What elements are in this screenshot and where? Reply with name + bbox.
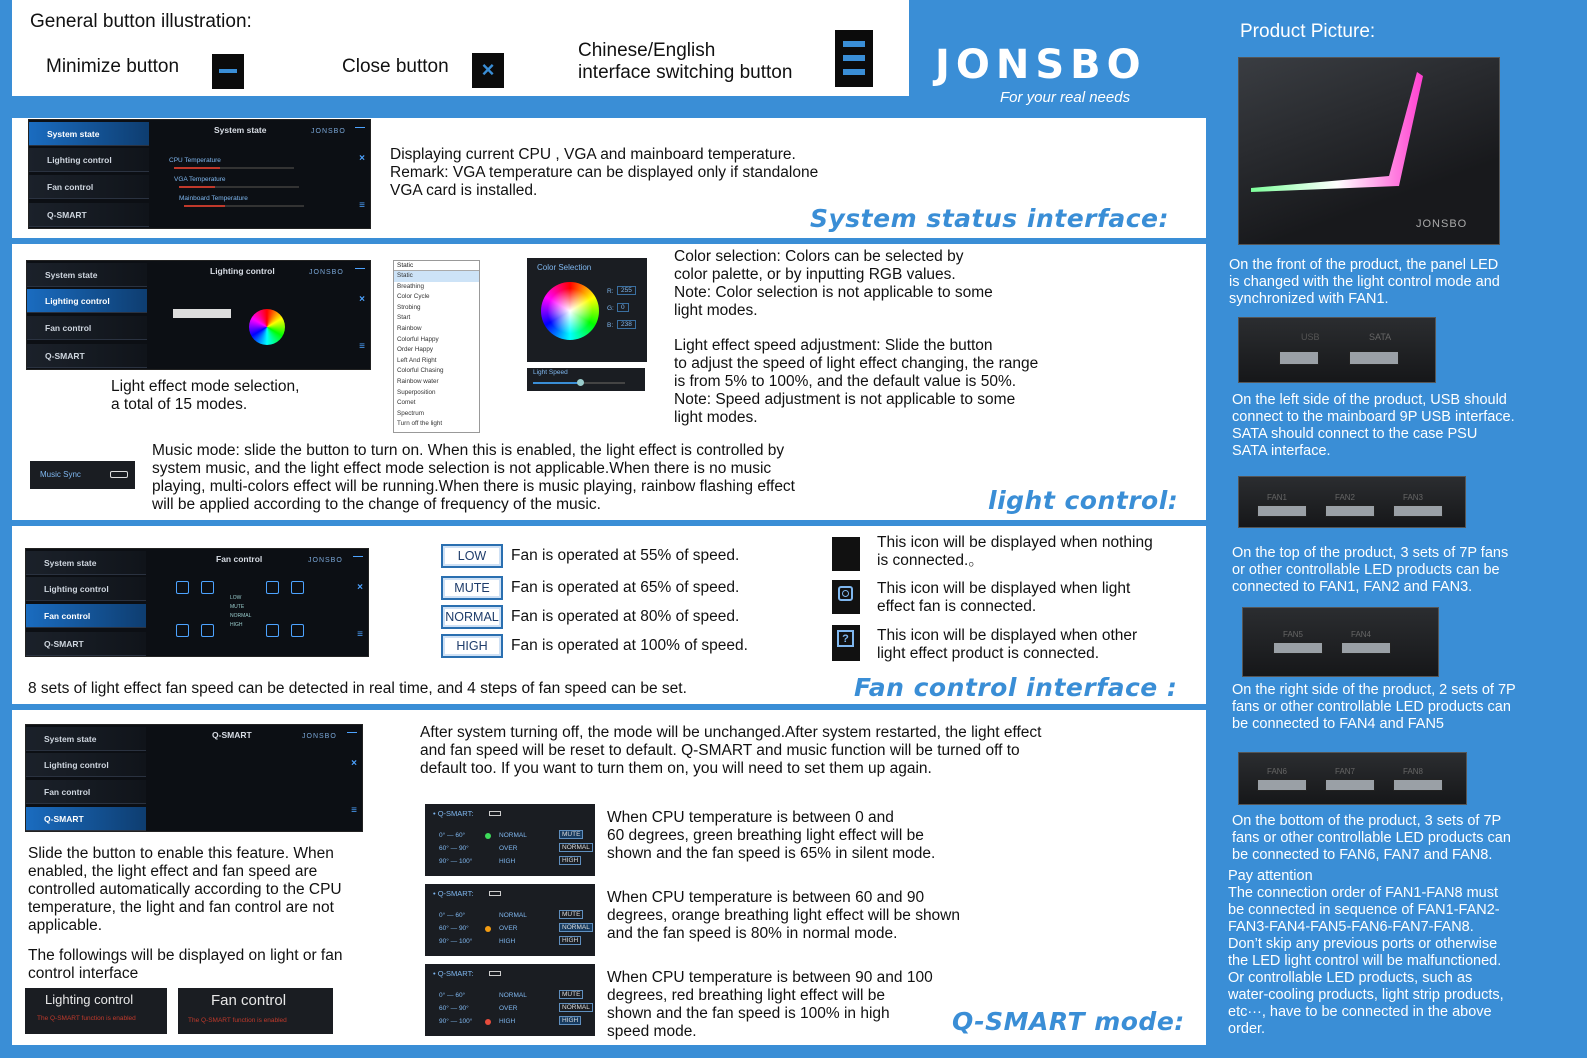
close-icon[interactable]: × [351, 758, 357, 769]
qsmart-fan-state: MUTE [559, 990, 583, 999]
mode-list-item[interactable]: Color Cycle [397, 293, 430, 301]
music-sync-label: Music Sync [40, 470, 81, 479]
mode-list-item[interactable]: Comet [397, 399, 416, 407]
product-desc-line: connect to the mainboard 9P USB interface. [1232, 409, 1515, 425]
music-text-line: system music, and the light effect mode selection is not applicable.When there is no music [152, 460, 772, 477]
qsmart-range: 0° — 60° [439, 832, 466, 839]
sidebar-item-qsmart[interactable]: Q-SMART [26, 632, 146, 656]
product-attention [1228, 868, 1504, 1038]
color-text-line: Note: Color selection is not applicable to some [674, 284, 993, 301]
qsmart-mode-line: shown and the fan speed is 65% in silent mode. [607, 845, 936, 862]
mode-list-item[interactable]: Start [397, 314, 411, 322]
minimize-icon [219, 69, 237, 73]
sidebar-item-lighting[interactable]: Lighting control [26, 753, 146, 777]
product-desc-line: On the right side of the product, 2 sets of 7P [1232, 682, 1516, 698]
qsmart-chip-label: • Q-SMART: [433, 889, 474, 898]
fan-level-low-button[interactable]: LOW [441, 544, 503, 568]
qsmart-left-line: temperature, the light and fan control are not [28, 899, 334, 916]
color-selection-title: Color Selection [537, 263, 592, 272]
speed-text-line: Note: Speed adjustment is not applicable to some [674, 391, 1016, 408]
fan-level-text: Fan is operated at 80% of speed. [511, 608, 740, 625]
product-attention-line: Pay attention [1228, 868, 1313, 884]
minimize-icon[interactable]: — [355, 263, 365, 274]
fan-mode-chip[interactable]: NORMAL [230, 613, 252, 619]
qsmart-state: HIGH [499, 1018, 516, 1025]
fan-port [1273, 642, 1323, 654]
product-attention-line: Don’t skip any previous ports or otherwise [1228, 936, 1498, 952]
fan-port [1257, 779, 1307, 791]
vga-temp-label: VGA Temperature [174, 176, 226, 183]
mode-list-item[interactable]: Superposition [397, 388, 436, 396]
menu-icon[interactable]: ≡ [359, 200, 365, 211]
product-desc-line: fans or other controllable LED products can [1232, 830, 1511, 846]
qsmart-chip-label: • Q-SMART: [433, 809, 474, 818]
color-text-line: color palette, or by inputting RGB values. [674, 266, 956, 283]
badge-fan-sub: The Q-SMART function is enabled [188, 1017, 287, 1024]
switch-label-2: interface switching button [578, 62, 793, 83]
product-attention-line: FAN3-FAN4-FAN5-FAN6-FAN7-FAN8. [1228, 919, 1474, 935]
qsmart-top-line: After system turning off, the mode will be unchanged.After system restarted, the light effect [420, 724, 1042, 741]
mode-list-item[interactable]: Breathing [397, 282, 424, 290]
system-line-1: Displaying current CPU , VGA and mainboard temperature. [390, 146, 796, 163]
product-top-photo [1238, 476, 1466, 528]
icon-text-nothing [877, 534, 1153, 570]
color-wheel[interactable] [541, 282, 599, 340]
icon-text-line: This icon will be displayed when other [877, 627, 1138, 644]
fan-port [1393, 779, 1443, 791]
screen-logo: JONSBO [308, 557, 343, 564]
fan-level-normal-button[interactable]: NORMAL [441, 605, 503, 629]
mode-list-item[interactable]: Colorful Happy [397, 335, 439, 343]
qsmart-mode-thumb [425, 884, 595, 956]
fan-screen [25, 548, 369, 657]
color-selection-panel: Color Selection R: 255 G: 0 B: 238 [527, 258, 647, 362]
qsmart-chip-label: • Q-SMART: [433, 969, 474, 978]
mode-list-item[interactable]: Turn off the light [397, 420, 443, 428]
qsmart-range: 0° — 60° [439, 992, 466, 999]
port-label: FAN3 [1403, 493, 1424, 502]
close-label: Close button [342, 56, 449, 77]
mode-list-item[interactable]: Rainbow [397, 324, 422, 332]
qsmart-fan-state: NORMAL [559, 1003, 593, 1012]
minimize-icon[interactable]: — [355, 122, 365, 133]
photo-logo: JONSBO [1416, 218, 1468, 230]
screen-title: Q-SMART [212, 730, 252, 740]
product-attention-line: water-cooling products, light strip products, [1228, 987, 1504, 1003]
close-icon[interactable]: × [359, 294, 365, 305]
menu-icon [843, 41, 865, 76]
qsmart-left-line: applicable. [28, 917, 103, 934]
sata-port [1349, 351, 1399, 365]
speed-adjust-text [674, 337, 1038, 427]
product-attention-line: The connection order of FAN1-FAN8 must [1228, 885, 1498, 901]
product-bottom-photo [1238, 752, 1467, 805]
mb-temp-bar [184, 205, 304, 207]
screen-logo: JONSBO [302, 733, 337, 740]
product-attention-line: Or controllable LED products, such as [1228, 970, 1473, 986]
header-title: General button illustration: [30, 11, 252, 32]
fan-mode-chip[interactable]: LOW [230, 595, 242, 601]
brand-tagline: For your real needs [1000, 89, 1131, 106]
qsmart-left2-line: The followings will be displayed on light or fan [28, 947, 343, 964]
switch-label-1: Chinese/English [578, 40, 716, 61]
sidebar-item-fan[interactable]: Fan control [27, 316, 147, 340]
icon-text-other [877, 627, 1137, 663]
fan-level-text: Fan is operated at 65% of speed. [511, 579, 740, 596]
qsmart-range: 90° — 100° [439, 938, 473, 945]
port-label: FAN8 [1403, 767, 1424, 776]
badge-lighting [25, 988, 167, 1034]
rgb-b-input[interactable]: 238 [617, 320, 636, 329]
sidebar-item-lighting[interactable]: Lighting control [26, 577, 146, 601]
cpu-temp-label: CPU Temperature [169, 157, 221, 164]
qsmart-left-text-2 [28, 947, 342, 983]
qsmart-fan-state: MUTE [559, 830, 583, 839]
product-desc-right [1232, 682, 1516, 733]
product-attention-line: etc···, have to be connected in the above [1228, 1004, 1492, 1020]
fan-port [1341, 642, 1391, 654]
qsmart-state: OVER [499, 1005, 518, 1012]
fan-level-mute-button[interactable]: MUTE [441, 576, 503, 600]
menu-icon[interactable]: ≡ [351, 805, 357, 816]
qsmart-state: HIGH [499, 858, 516, 865]
sata-label: SATA [1369, 332, 1392, 342]
fan-icon[interactable] [291, 581, 304, 594]
badge-lighting-title: Lighting control [45, 992, 134, 1007]
mode-list-item[interactable]: Static [394, 271, 479, 282]
system-line-2: Remark: VGA temperature can be displayed only if standalone [390, 164, 819, 181]
product-left-photo [1238, 317, 1436, 383]
icon-text-line: This icon will be displayed when nothing [877, 534, 1153, 551]
speed-panel [527, 368, 645, 391]
screen-logo: JONSBO [311, 128, 346, 135]
music-mode-text [152, 442, 795, 514]
icon-text-line: This icon will be displayed when light [877, 580, 1131, 597]
qsmart-range: 60° — 90° [439, 1005, 469, 1012]
fan-port [1325, 779, 1375, 791]
qsmart-left-line: enabled, the light effect and fan speed are [28, 863, 318, 880]
port-label: FAN7 [1335, 767, 1356, 776]
qsmart-state: HIGH [499, 938, 516, 945]
cpu-temp-bar [174, 167, 294, 169]
product-front-photo [1238, 57, 1500, 245]
qsmart-range: 0° — 60° [439, 912, 466, 919]
icon-text-line: light effect product is connected. [877, 645, 1100, 662]
qsmart-toggle[interactable] [489, 971, 501, 976]
qsmart-mode-thumb [425, 804, 595, 876]
music-sync-chip[interactable] [30, 461, 135, 489]
product-desc-line: be connected to FAN4 and FAN5 [1232, 716, 1444, 732]
qsmart-range: 90° — 100° [439, 858, 473, 865]
menu-icon[interactable]: ≡ [359, 341, 365, 352]
speed-text-line: light modes. [674, 409, 758, 426]
music-text-line: will be applied according to the change of frequency of the music. [152, 496, 601, 513]
fan-port [1325, 505, 1375, 517]
fan-bottom-text: 8 sets of light effect fan speed can be detected in real time, and 4 steps of fan speed can be set. [28, 680, 687, 697]
color-text-line: Color selection: Colors can be selected by [674, 248, 964, 265]
fan-icon[interactable] [176, 581, 189, 594]
rgb-r-input[interactable]: 255 [617, 286, 636, 295]
mode-list-selected[interactable]: Static [394, 261, 479, 271]
icon-text-line: effect fan is connected. [877, 598, 1037, 615]
product-desc-front [1229, 257, 1500, 308]
qsmart-mode-line: When CPU temperature is between 0 and [607, 809, 894, 826]
system-section-title: System status interface: [810, 204, 1169, 233]
sidebar-item-lighting[interactable]: Lighting control [29, 148, 149, 172]
qsmart-screen [25, 724, 363, 832]
qsmart-mode-line: 60 degrees, green breathing light effect will be [607, 827, 924, 844]
minimize-label: Minimize button [46, 56, 180, 77]
qsmart-mode-thumb [425, 964, 595, 1036]
fan-mode-chip[interactable]: HIGH [230, 622, 243, 628]
mode-list-item[interactable]: Left And Right [397, 356, 437, 364]
mode-list-item[interactable]: Strobing [397, 303, 421, 311]
fan-icon[interactable] [201, 624, 214, 637]
sidebar-item-lighting[interactable]: Lighting control [27, 289, 147, 313]
close-icon: × [481, 57, 495, 82]
product-desc-line: On the bottom of the product, 3 sets of 7P [1232, 813, 1502, 829]
port-label: FAN6 [1267, 767, 1288, 776]
icon-text-line: is connected.。 [877, 552, 984, 569]
qsmart-fan-state: NORMAL [559, 923, 593, 932]
menu-icon[interactable]: ≡ [357, 629, 363, 640]
qsmart-fan-state: MUTE [559, 910, 583, 919]
system-line-3: VGA card is installed. [390, 182, 538, 199]
qsmart-toggle[interactable] [489, 811, 501, 816]
mode-caption-1: Light effect mode selection, [111, 378, 300, 395]
sidebar-item-qsmart[interactable]: Q-SMART [26, 807, 146, 831]
badge-lighting-sub: The Q-SMART function is enabled [37, 1015, 136, 1022]
vga-temp-bar [179, 186, 299, 188]
qsmart-state: NORMAL [499, 912, 527, 919]
music-text-line: Music mode: slide the button to turn on. When this is enabled, the light effect is controlled by [152, 442, 785, 459]
product-desc-bottom [1232, 813, 1511, 864]
speed-text-line: is from 5% to 100%, and the default value is 50%. [674, 373, 1017, 390]
qsmart-mode-line: speed mode. [607, 1023, 697, 1040]
light-section-title: light control: [988, 486, 1179, 515]
qsmart-mode-line: degrees, red breathing light effect will be [607, 987, 886, 1004]
mode-list-item[interactable]: Spectrum [397, 409, 424, 417]
mode-list-item[interactable]: Order Happy [397, 346, 434, 354]
language-switch-button[interactable] [835, 30, 873, 87]
close-button[interactable] [472, 53, 504, 88]
qsmart-mode-text [607, 889, 960, 943]
speed-text-line: to adjust the speed of light effect changing, the range [674, 355, 1039, 372]
minimize-button[interactable] [212, 54, 244, 89]
product-desc-line: fans or other controllable LED products can [1232, 699, 1511, 715]
port-label: FAN2 [1335, 493, 1356, 502]
color-wheel[interactable] [249, 309, 285, 345]
sidebar-item-fan[interactable]: Fan control [26, 604, 146, 628]
icon-text-fan [877, 580, 1130, 616]
product-attention-line: be connected in sequence of FAN1-FAN2- [1228, 902, 1500, 918]
qsmart-top-line: and fan speed will be reset to default. Q-SMART and music function will be turned off to [420, 742, 1020, 759]
sidebar-item-qsmart[interactable]: Q-SMART [29, 203, 149, 227]
qsmart-mode-line: shown and the fan speed is 100% in high [607, 1005, 890, 1022]
product-desc-line: SATA should connect to the case PSU [1232, 426, 1478, 442]
close-icon[interactable]: × [357, 582, 363, 593]
product-right-photo [1242, 607, 1439, 677]
screen-title: System state [214, 125, 267, 135]
color-text-line: light modes. [674, 302, 758, 319]
qsmart-top-line: default too. If you want to turn them on, you will need to set them up again. [420, 760, 932, 777]
badge-fan [178, 988, 333, 1034]
qsmart-status-dot [485, 833, 491, 839]
qsmart-mode-line: When CPU temperature is between 90 and 100 [607, 969, 933, 986]
product-attention-line: order. [1228, 1021, 1266, 1037]
qsmart-left-text [28, 845, 342, 935]
qsmart-state: NORMAL [499, 992, 527, 999]
mode-list-item[interactable]: Colorful Chasing [397, 367, 444, 375]
qsmart-state: OVER [499, 845, 518, 852]
badge-fan-title: Fan control [211, 992, 287, 1009]
mode-dropdown[interactable] [173, 309, 231, 318]
screen-title: Fan control [216, 554, 263, 564]
fan-port [1393, 505, 1443, 517]
speed-label: Light Speed [533, 369, 568, 376]
qsmart-fan-state: HIGH [559, 1016, 581, 1025]
screen-title: Lighting control [210, 266, 275, 276]
sidebar-item-qsmart[interactable]: Q-SMART [27, 344, 147, 368]
screen-logo: JONSBO [309, 269, 344, 276]
qsmart-top-text [420, 724, 1041, 778]
qsmart-left2-line: control interface [28, 965, 139, 982]
qsmart-state: NORMAL [499, 832, 527, 839]
brand-logo: JONSBO [935, 42, 1147, 88]
speed-slider[interactable] [533, 382, 625, 384]
music-sync-toggle[interactable] [110, 471, 128, 478]
product-desc-line: On the front of the product, the panel LED [1229, 257, 1499, 273]
close-icon[interactable]: × [359, 153, 365, 164]
fan-icon[interactable] [266, 581, 279, 594]
fan-icon[interactable] [291, 624, 304, 637]
product-desc-top [1232, 545, 1508, 596]
product-desc-line: On the left side of the product, USB should [1232, 392, 1507, 408]
fan-level-text: Fan is operated at 55% of speed. [511, 547, 740, 564]
minimize-icon[interactable]: — [347, 727, 357, 738]
qsmart-section-title: Q-SMART mode: [952, 1007, 1185, 1036]
rgb-g-input[interactable]: 0 [617, 303, 629, 312]
qsmart-state: OVER [499, 925, 518, 932]
sidebar-item-fan[interactable]: Fan control [26, 780, 146, 804]
qsmart-fan-state: NORMAL [559, 843, 593, 852]
empty-port-icon [832, 537, 860, 571]
qsmart-mode-text [607, 809, 935, 863]
port-label: FAN1 [1267, 493, 1288, 502]
qsmart-left-line: controlled automatically according to the CPU [28, 881, 342, 898]
fan-section-title: Fan control interface : [854, 673, 1178, 702]
qsmart-mode-text [607, 969, 933, 1041]
product-desc-left [1232, 392, 1515, 460]
qsmart-fan-state: HIGH [559, 936, 581, 945]
qsmart-toggle[interactable] [489, 891, 501, 896]
fan-mode-chip[interactable]: MUTE [230, 604, 245, 610]
sidebar-item-system[interactable]: System state [29, 122, 149, 146]
mode-caption-2: a total of 15 modes. [111, 396, 248, 413]
product-desc-line: On the top of the product, 3 sets of 7P fans [1232, 545, 1509, 561]
qsmart-status-dot [485, 1019, 491, 1025]
fan-level-text: Fan is operated at 100% of speed. [511, 637, 748, 654]
system-screen [28, 119, 371, 229]
qsmart-range: 60° — 90° [439, 925, 469, 932]
mb-temp-label: Mainboard Temperature [179, 195, 248, 202]
product-title: Product Picture: [1240, 21, 1376, 42]
qsmart-left-line: Slide the button to enable this feature. When [28, 845, 334, 862]
qsmart-fan-state: HIGH [559, 856, 581, 865]
fan-icon[interactable] [201, 581, 214, 594]
sidebar-item-fan[interactable]: Fan control [29, 175, 149, 199]
lighting-screen [26, 260, 371, 370]
usb-label: USB [1301, 332, 1320, 342]
product-desc-line: connected to FAN1, FAN2 and FAN3. [1232, 579, 1473, 595]
sidebar-item-system[interactable]: System state [26, 551, 146, 575]
color-selection-text [674, 248, 993, 320]
fan-port [1257, 505, 1307, 517]
fan-icon[interactable] [176, 624, 189, 637]
port-label: FAN5 [1283, 630, 1304, 639]
product-attention-line: the LED light control will be malfunctioned. [1228, 953, 1502, 969]
product-desc-line: synchronized with FAN1. [1229, 291, 1389, 307]
product-desc-line: or other controllable LED products can be [1232, 562, 1500, 578]
product-desc-line: SATA interface. [1232, 443, 1331, 459]
qsmart-status-dot [485, 926, 491, 932]
qsmart-mode-line: degrees, orange breathing light effect will be shown [607, 907, 960, 924]
fan-level-high-button[interactable]: HIGH [441, 634, 503, 658]
mode-list[interactable] [393, 260, 480, 433]
qsmart-mode-line: and the fan speed is 80% in normal mode. [607, 925, 898, 942]
product-desc-line: is changed with the light control mode and [1229, 274, 1500, 290]
minimize-icon[interactable]: — [353, 551, 363, 562]
fan-icon[interactable] [266, 624, 279, 637]
music-text-line: playing, multi-colors effect will be running.When there is music playing, rainbow flashing effect [152, 478, 795, 495]
speed-text-line: Light effect speed adjustment: Slide the button [674, 337, 993, 354]
sidebar-item-system[interactable]: System state [27, 263, 147, 287]
qsmart-range: 60° — 90° [439, 845, 469, 852]
usb-port [1279, 351, 1319, 365]
product-desc-line: be connected to FAN6, FAN7 and FAN8. [1232, 847, 1493, 863]
mode-list-item[interactable]: Rainbow water [397, 377, 439, 385]
qsmart-range: 90° — 100° [439, 1018, 473, 1025]
sidebar-item-system[interactable]: System state [26, 727, 146, 751]
question-icon: ? [832, 625, 860, 661]
fan-icon [832, 580, 860, 614]
port-label: FAN4 [1351, 630, 1372, 639]
qsmart-mode-line: When CPU temperature is between 60 and 90 [607, 889, 925, 906]
